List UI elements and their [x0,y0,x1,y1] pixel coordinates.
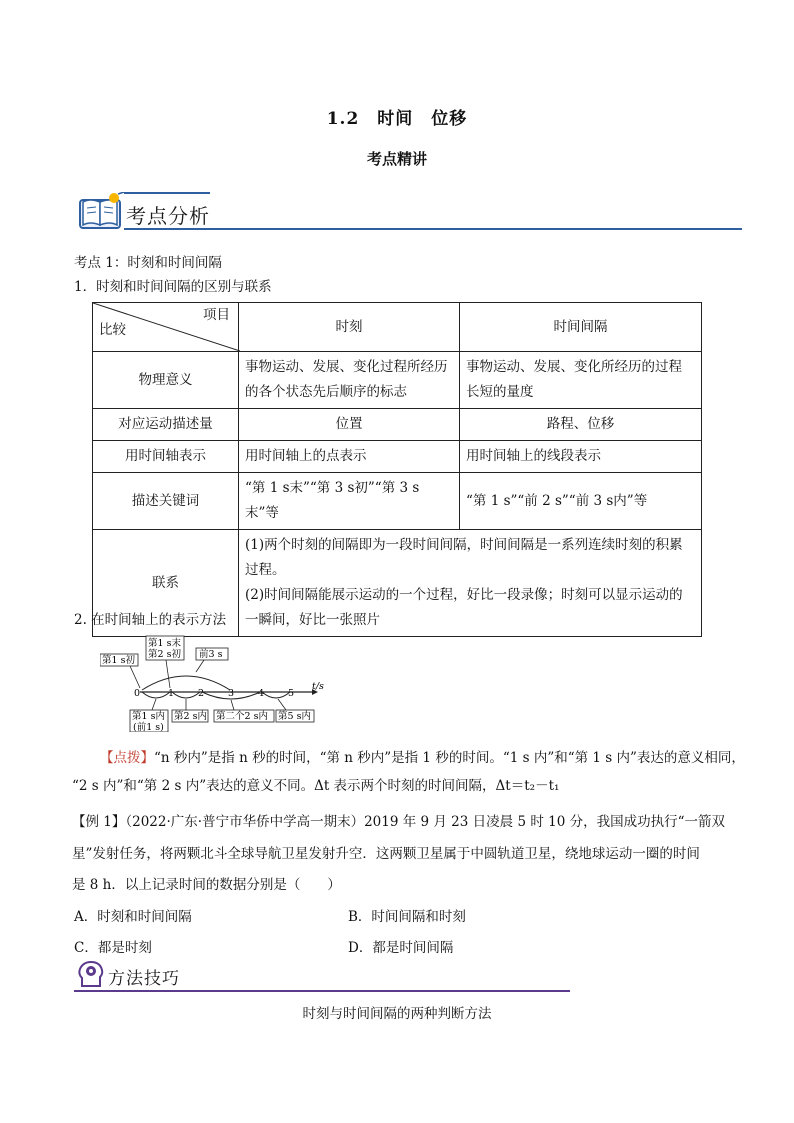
top-label-first3s: 前3 s [199,649,223,660]
tick-1: 1 [168,688,175,699]
row-label-keywords: 描述关键词 [93,473,239,530]
comparison-table [92,302,702,637]
cell-quantity-interval: 路程、位移 [460,409,702,441]
row-label-meaning: 物理意义 [93,352,239,409]
tip-line-2: “2 s 内”和“第 2 s 内”表达的意义不同。Δt 表示两个时刻的时间间隔，Δt＝t₂－t₁ [72,778,560,794]
top-label-2s-start: 第2 s初 [148,649,181,660]
section-header-analysis-text: 考点分析 [126,204,210,228]
option-a: A．时刻和时间间隔 [74,909,192,925]
book-icon [78,192,126,232]
example-line-2: 星”发射任务，将两颗北斗全球导航卫星发射升空．这两颗卫星属于中圆轨道卫星，绕地球运动一圈的时间 [72,846,700,862]
col-header-interval: 时间间隔 [460,303,702,352]
tick-5: 5 [288,688,295,699]
bottom-label-2s-in: 第2 s内 [174,711,207,722]
cell-axis-interval: 用时间轴上的线段表示 [460,441,702,473]
bottom-label-5s-in: 第5 s内 [278,711,311,722]
tip-line-1: 【点拨】“n 秒内”是指 n 秒的时间，“第 n 秒内”是指 1 秒的时间。“1 s 内”和“第 1 s 内”表达的意义相同， [100,750,745,766]
bottom-label-second2s: 第二个2 s内 [216,711,268,722]
cell-axis-moment: 用时间轴上的点表示 [239,441,460,473]
top-label-1s-end: 第1 s末 [148,638,181,649]
method-title: 时刻与时间间隔的两种判断方法 [302,1006,492,1022]
tick-0: 0 [134,688,141,699]
example-line-1: 【例 1】（2022·广东·普宁市华侨中学高一期末）2019 年 9 月 23 日凌晨 5 时 10 分，我国成功执行“一箭双 [72,814,725,830]
corner-bottom-label: 比较 [99,322,126,338]
cell-quantity-moment: 位置 [239,409,460,441]
axis-label: t/s [312,681,324,692]
row-label-quantity: 对应运动描述量 [93,409,239,441]
corner-top-label: 项目 [203,307,230,323]
timeline-diagram [100,632,330,732]
cell-keywords-moment: “第 1 s末”“第 3 s初”“第 3 s末”等 [239,473,460,530]
kaodian-label: 考点 1：时刻和时间间隔 [74,255,222,271]
option-b: B．时间间隔和时刻 [348,909,466,925]
point2-heading: 2. 在时间轴上的表示方法 [74,612,227,628]
table-corner-cell [93,303,239,352]
tick-2: 2 [198,688,205,699]
point1-heading: 1．时刻和时间间隔的区别与联系 [74,279,272,295]
cell-meaning-moment: 事物运动、发展、变化过程所经历 的各个状态先后顺序的标志 [239,352,460,409]
top-label-1s-start: 第1 s初 [102,655,135,666]
option-c: C．都是时刻 [74,940,152,956]
example-line-3: 是 8 h．以上记录时间的数据分别是（ ） [72,877,341,893]
section-header-analysis [74,188,742,234]
row-label-relation: 联系 [93,530,239,637]
cell-keywords-interval: “第 1 s”“前 2 s”“前 3 s内”等 [460,473,702,530]
page-title: 1.2 时间 位移 [326,109,468,129]
tick-3: 3 [228,688,235,699]
cell-relation: (1)两个时刻的间隔即为一段时间间隔，时间间隔是一系列连续时刻的积累 过程。 (2)时间间隔能展示运动的一个过程，好比一段录像；时刻可以显示运动的 一瞬间，好比一张照片 [239,530,702,637]
col-header-moment: 时刻 [239,303,460,352]
bottom-label-1s-in: 第1 s内 [132,711,165,722]
option-d: D．都是时间间隔 [348,940,454,956]
tip-label: 【点拨】 [100,750,154,766]
bottom-label-first1s: (前1 s) [133,722,164,732]
page-subtitle: 考点精讲 [366,150,427,168]
section-header-method-text: 方法技巧 [108,969,180,989]
section-header-method [74,958,570,994]
tick-4: 4 [258,688,265,699]
cell-meaning-interval: 事物运动、发展、变化所经历的过程 长短的量度 [460,352,702,409]
row-label-axis: 用时间轴表示 [93,441,239,473]
brain-head-icon [76,960,106,990]
